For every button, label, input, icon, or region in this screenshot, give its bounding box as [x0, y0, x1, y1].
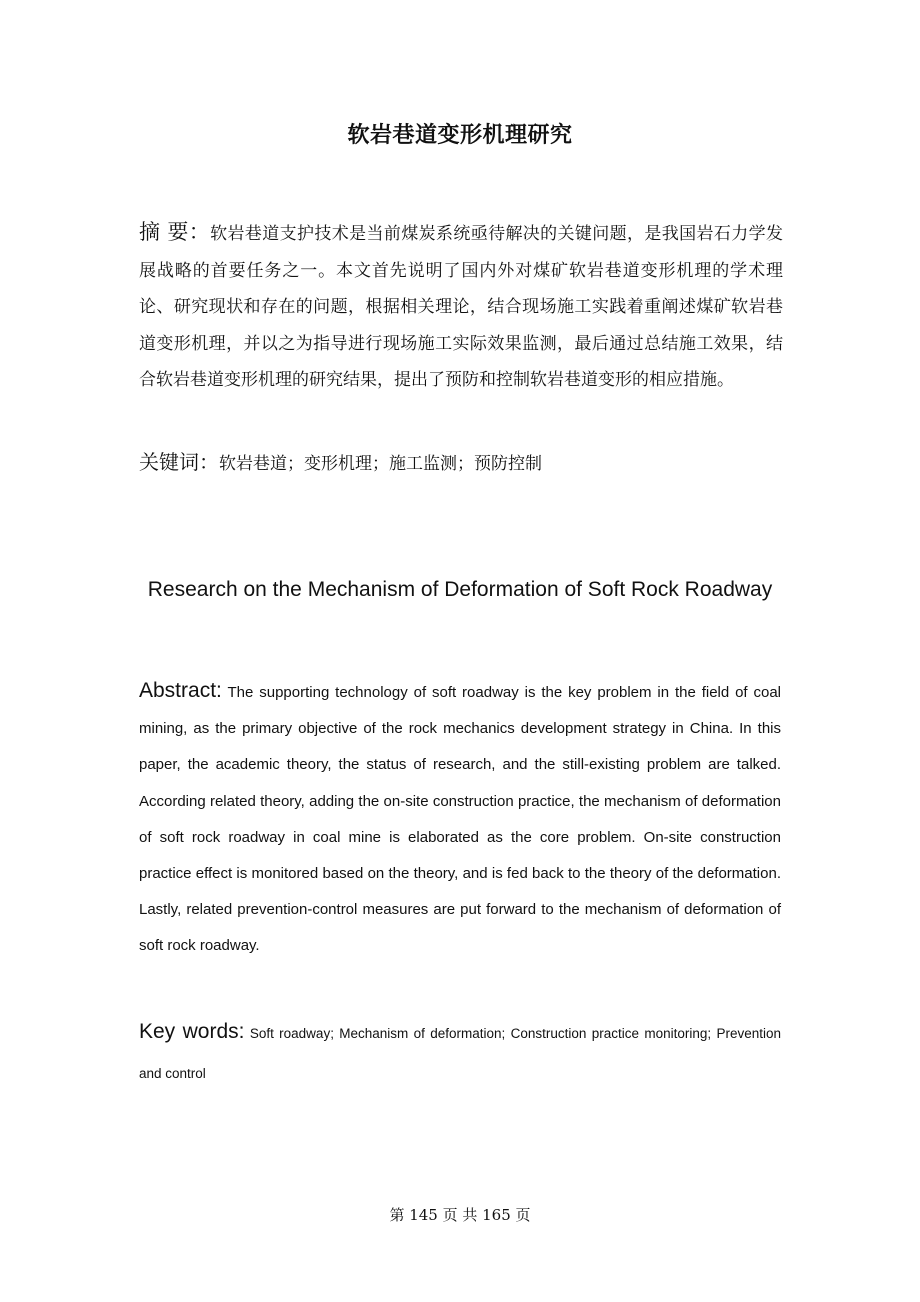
chinese-abstract-text: 软岩巷道支护技术是当前煤炭系统亟待解决的关键问题，是我国岩石力学发展战略的首要任务之一。本文首先说明了国内外对煤矿软岩巷道变形机理的学术理论、研究现状和存在的问题，根据相关理论，结合现场施工实践着重阐述煤矿软岩巷道变形机理，并以之为指导进行现场施工实际效果监测，最后通过总结施工效果，结合软岩巷道变形机理的研究结果，提出了预防和控制软岩巷道变形的相应措施。	[139, 224, 783, 390]
page-number-footer: 第 145 页 共 165 页	[389, 1206, 531, 1224]
chinese-title: 软岩巷道变形机理研究	[347, 123, 573, 148]
chinese-abstract	[139, 214, 783, 399]
english-keywords-label: Key words:	[139, 1020, 245, 1043]
english-keywords	[139, 1012, 781, 1094]
chinese-keywords-text: 软岩巷道；变形机理；施工监测；预防控制	[219, 454, 542, 474]
english-abstract-label: Abstract:	[139, 679, 222, 702]
english-keywords-text: Soft roadway; Mechanism of deformation; Construction practice monitoring; Prevention and control	[139, 1026, 781, 1081]
english-abstract-text: The supporting technology of soft roadway is the key problem in the field of coal mining, as the primary objective of the rock mechanics development strategy in China. In this paper, the academic theory, the status of research, and the still-existing problem are talked. According related theory, adding the on-site construction practice, the mechanism of deformation of soft rock roadway in coal mine is elaborated as the core problem. On-site construction practice effect is monitored based on the theory, and is fed back to the theory of the deformation. Lastly, related prevention-control measures are put forward to the mechanism of deformation of soft rock roadway.	[139, 684, 782, 955]
chinese-abstract-label: 摘 要：	[139, 220, 211, 244]
english-abstract	[139, 673, 781, 965]
chinese-keywords-label: 关键词：	[139, 450, 219, 474]
english-title: Research on the Mechanism of Deformation of Soft Rock Roadway	[147, 578, 773, 601]
chinese-keywords	[139, 444, 783, 482]
